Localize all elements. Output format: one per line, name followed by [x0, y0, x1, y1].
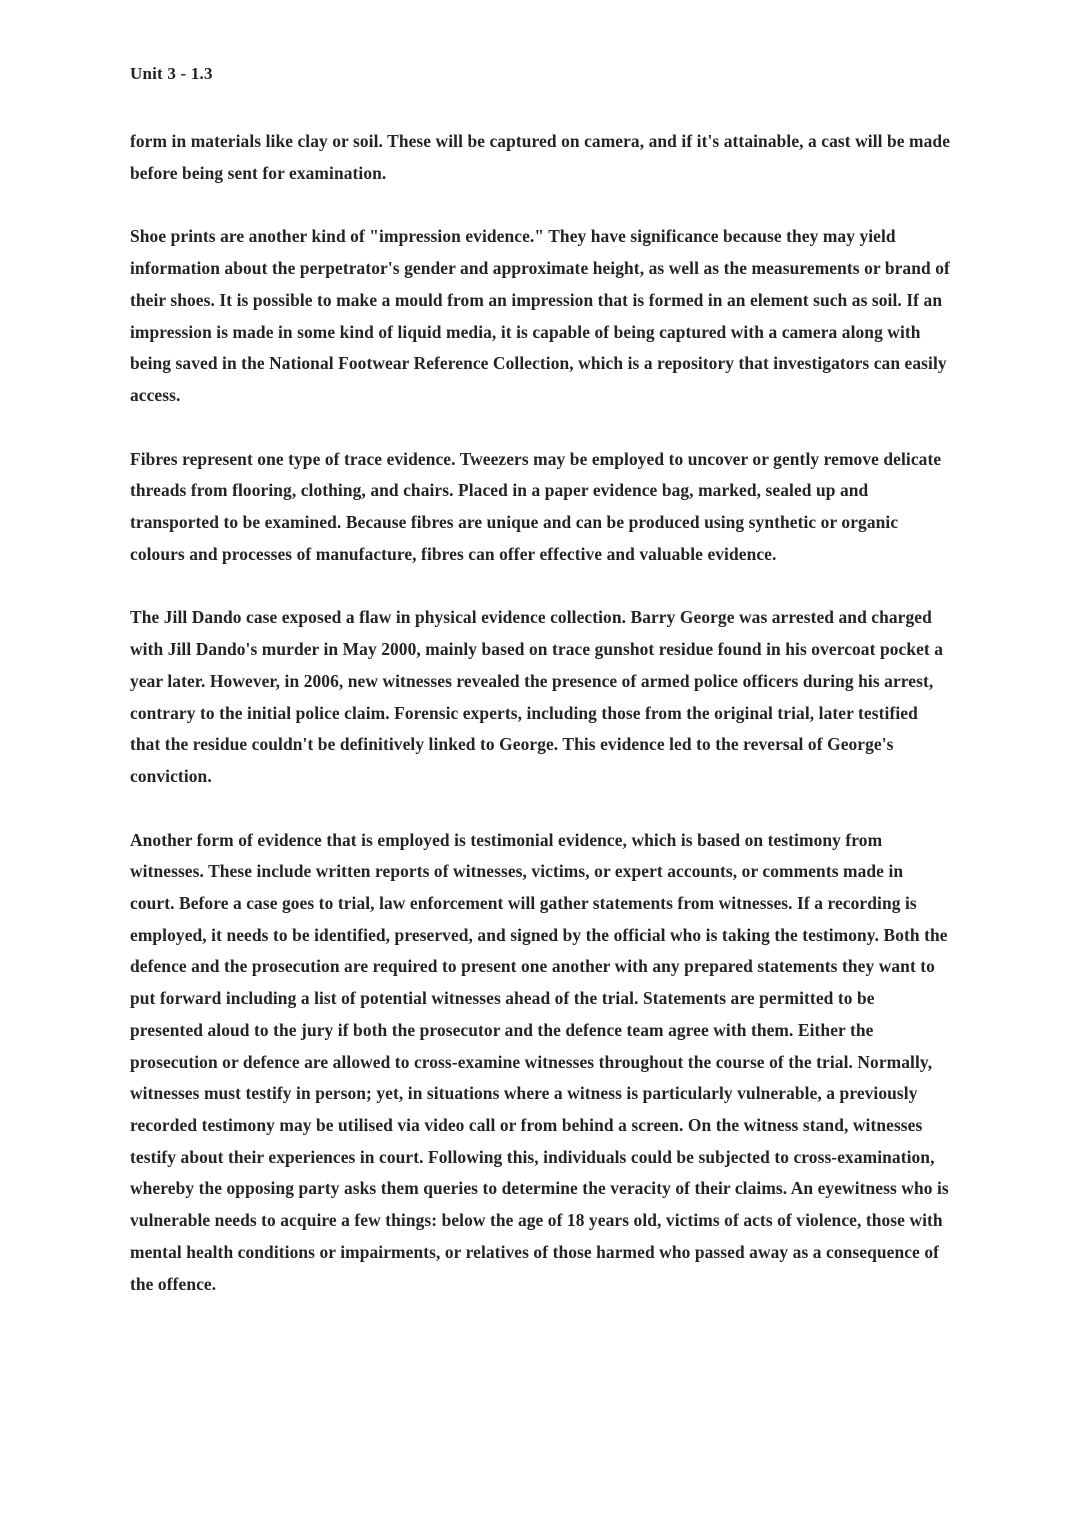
document-body	[130, 126, 952, 1332]
paragraph-shoe-prints: Shoe prints are another kind of "impression evidence." They have significance because they may yield information about the perpetrator's gender and approximate height, as well as the measurements or brand of their shoes. It is possible to make a mould from an impression that is formed in an element such as soil. If an impression is made in some kind of liquid media, it is capable of being captured with a camera along with being saved in the National Footwear Reference Collection, which is a repository that investigators can easily access.	[130, 226, 950, 405]
paragraph-fibres: Fibres represent one type of trace evidence. Tweezers may be employed to uncover or gently remove delicate threads from flooring, clothing, and chairs. Placed in a paper evidence bag, marked, sealed up and transported to be examined. Because fibres are unique and can be produced using synthetic or organic colours and processes of manufacture, fibres can offer effective and valuable evidence.	[130, 448, 942, 564]
page-header: Unit 3 - 1.3	[130, 64, 213, 83]
paragraph-jill-dando-case: The Jill Dando case exposed a flaw in physical evidence collection. Barry George was arrested and charged with Jill Dando's murder in May 2000, mainly based on trace gunshot residue found in his overcoat pocket a year later. However, in 2006, new witnesses revealed the presence of armed police officers during his arrest, contrary to the initial police claim. Forensic experts, including those from the original trial, later testified that the residue couldn't be definitively linked to George. This evidence led to the reversal of George's conviction.	[130, 607, 944, 786]
paragraph-impression-cast: form in materials like clay or soil. These will be captured on camera, and if it's attainable, a cast will be made before being sent for examination.	[130, 131, 951, 183]
paragraph-testimonial-evidence: Another form of evidence that is employed is testimonial evidence, which is based on testimony from witnesses. These include written reports of witnesses, victims, or expert accounts, or comments made in court. Before a case goes to trial, law enforcement will gather statements from witnesses. If a recording is employed, it needs to be identified, preserved, and signed by the official who is taking the testimony. Both the defence and the prosecution are required to present one another with any prepared statements they want to put forward including a list of potential witnesses ahead of the trial. Statements are permitted to be presented aloud to the jury if both the prosecutor and the defence team agree with them. Either the prosecution or defence are allowed to cross-examine witnesses throughout the course of the trial. Normally, witnesses must testify in person; yet, in situations where a witness is particularly vulnerable, a previously recorded testimony may be utilised via video call or from behind a screen. On the witness stand, witnesses testify about their experiences in court. Following this, individuals could be subjected to cross-examination, whereby the opposing party asks them queries to determine the veracity of their claims. An eyewitness who is vulnerable needs to acquire a few things: below the age of 18 years old, victims of acts of violence, those with mental health conditions or impairments, or relatives of those harmed who passed away as a consequence of the offence.	[130, 829, 949, 1294]
